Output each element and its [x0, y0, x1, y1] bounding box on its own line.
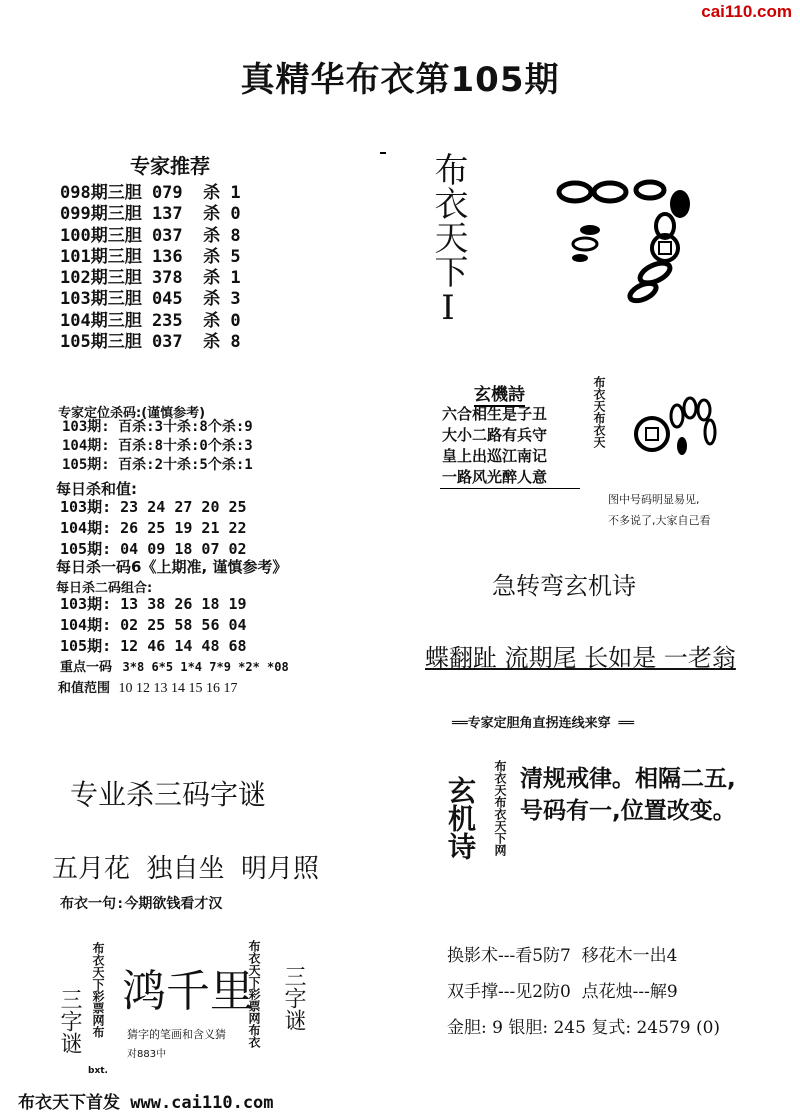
left-brand-vert: 布衣天下彩票网布	[91, 942, 105, 1038]
position-kill-row: 105期: 百杀:2十杀:5个杀:1	[62, 457, 253, 473]
position-kill-row: 104期: 百杀:8十杀:0个杀:3	[62, 438, 253, 454]
riddle-note-2: 对883中	[127, 1049, 167, 1060]
daily-sum-list	[60, 497, 247, 560]
expert-row: 104期三胆 235 杀 0	[60, 310, 241, 331]
daily-two-heading: 每日杀二码组合:	[56, 581, 153, 596]
left-brand-url: bxt.	[88, 1066, 108, 1076]
tip-line: 换影术---看5防7 移花木一出4	[447, 946, 678, 966]
right-brand-vert: 布衣天下彩票网布衣	[247, 940, 261, 1048]
buyi-sentence: 布衣一句:今期欲钱看才汉	[60, 896, 223, 912]
daily-two-row: 103期: 13 38 26 18 19	[60, 595, 247, 613]
expert-dan-line: ══专家定胆角直拐连线来穿 ══	[452, 716, 635, 731]
site-logo[interactable]: cai110.com	[701, 2, 792, 21]
coin-chain-image	[555, 178, 705, 308]
expert-row: 102期三胆 378 杀 1	[60, 268, 241, 289]
xuanji-underline	[440, 488, 580, 489]
xuanji-heading: 玄機詩	[474, 380, 525, 407]
xuanji-line: 六合相生是子丑	[442, 405, 548, 423]
dash-mark	[380, 152, 386, 154]
tips-block	[447, 938, 720, 1046]
expert-row: 103期三胆 045 杀 3	[60, 289, 241, 310]
coin-chain-small-image	[632, 394, 722, 464]
daily-sum-row: 104期: 26 25 19 21 22	[60, 519, 247, 537]
page-title: 真精华布衣第105期	[240, 60, 560, 100]
riddle-heading: 专业杀三码字谜	[70, 778, 267, 811]
expert-row: 098期三胆 079 杀 1	[60, 183, 241, 203]
tip-line: 金胆: 9 银胆: 245 复式: 24579 (0)	[447, 1018, 721, 1038]
sum-range-label: 和值范围	[58, 681, 111, 696]
buyi-tianxia-vert: 布衣天下I	[428, 152, 468, 328]
tip-line: 双手撑---见2防0 点花烛---解9	[447, 982, 678, 1002]
daily-one-code: 每日杀一码6《上期准, 谨慎参考》	[56, 558, 288, 576]
position-kill-heading: 专家定位杀码:(谨慎参考)	[58, 406, 206, 421]
key-code-line	[60, 656, 289, 675]
riddle-line: 五月花 独自坐 明月照	[52, 854, 320, 884]
expert-row: 100期三胆 037 杀 8	[60, 225, 241, 246]
daily-sum-heading: 每日杀和值:	[56, 480, 137, 498]
key-code-value: 3*8 6*5 1*4 7*9 *2* *08	[122, 660, 289, 674]
xjs-line-2: 号码有一,位置改变。	[520, 798, 736, 824]
xjs-side-vert: 布衣天布衣天下网	[493, 760, 507, 856]
sum-range-value: 10 12 13 14 15 16 17	[118, 681, 238, 696]
expert-row: 101期三胆 136 杀 5	[60, 246, 241, 267]
xuanji-note-2: 不多说了,大家自己看	[608, 514, 711, 527]
xuanji-line: 一路风光醉人意	[442, 468, 548, 486]
xuanji-side-vert: 布衣天布衣天	[592, 376, 606, 448]
jizhuan-heading: 急转弯玄机诗	[492, 572, 636, 600]
riddle-note-1: 猜字的笔画和含义猜	[127, 1028, 226, 1041]
xuanji-line: 皇上出巡江南记	[442, 447, 548, 465]
daily-sum-row: 103期: 23 24 27 20 25	[60, 498, 247, 516]
footer-site[interactable]: 布衣天下首发 www.cai110.com	[18, 1093, 274, 1113]
expert-row: 105期三胆 037 杀 8	[60, 332, 241, 353]
riddle-big-word: 鸿千里	[122, 966, 254, 1017]
expert-row: 099期三胆 137 杀 0	[60, 204, 241, 225]
left-riddle-vert: 三字谜	[57, 988, 82, 1054]
daily-two-list	[60, 594, 247, 657]
position-kill-list	[62, 418, 253, 475]
daily-two-row: 104期: 02 25 58 56 04	[60, 616, 247, 634]
key-code-label: 重点一码	[60, 660, 113, 675]
right-riddle-vert: 三字谜	[281, 965, 306, 1031]
expert-heading: 专家推荐	[130, 154, 210, 178]
daily-two-row: 105期: 12 46 14 48 68	[60, 637, 247, 655]
xuanji-poem	[442, 404, 547, 488]
xuanji-line: 大小二路有兵守	[442, 426, 548, 444]
xjs-line-1: 清规戒律。相隔二五,	[520, 766, 736, 792]
daily-sum-row: 105期: 04 09 18 07 02	[60, 540, 247, 558]
sum-range-line	[58, 677, 238, 697]
position-kill-row: 103期: 百杀:3十杀:8个杀:9	[62, 419, 253, 435]
xjs-vert: 玄机诗	[444, 776, 477, 860]
expert-list	[60, 183, 241, 353]
butterfly-line: 蝶翻趾 流期尾 长如是 一老翁	[425, 644, 736, 672]
xuanji-note-1: 图中号码明显易见,	[608, 493, 700, 506]
